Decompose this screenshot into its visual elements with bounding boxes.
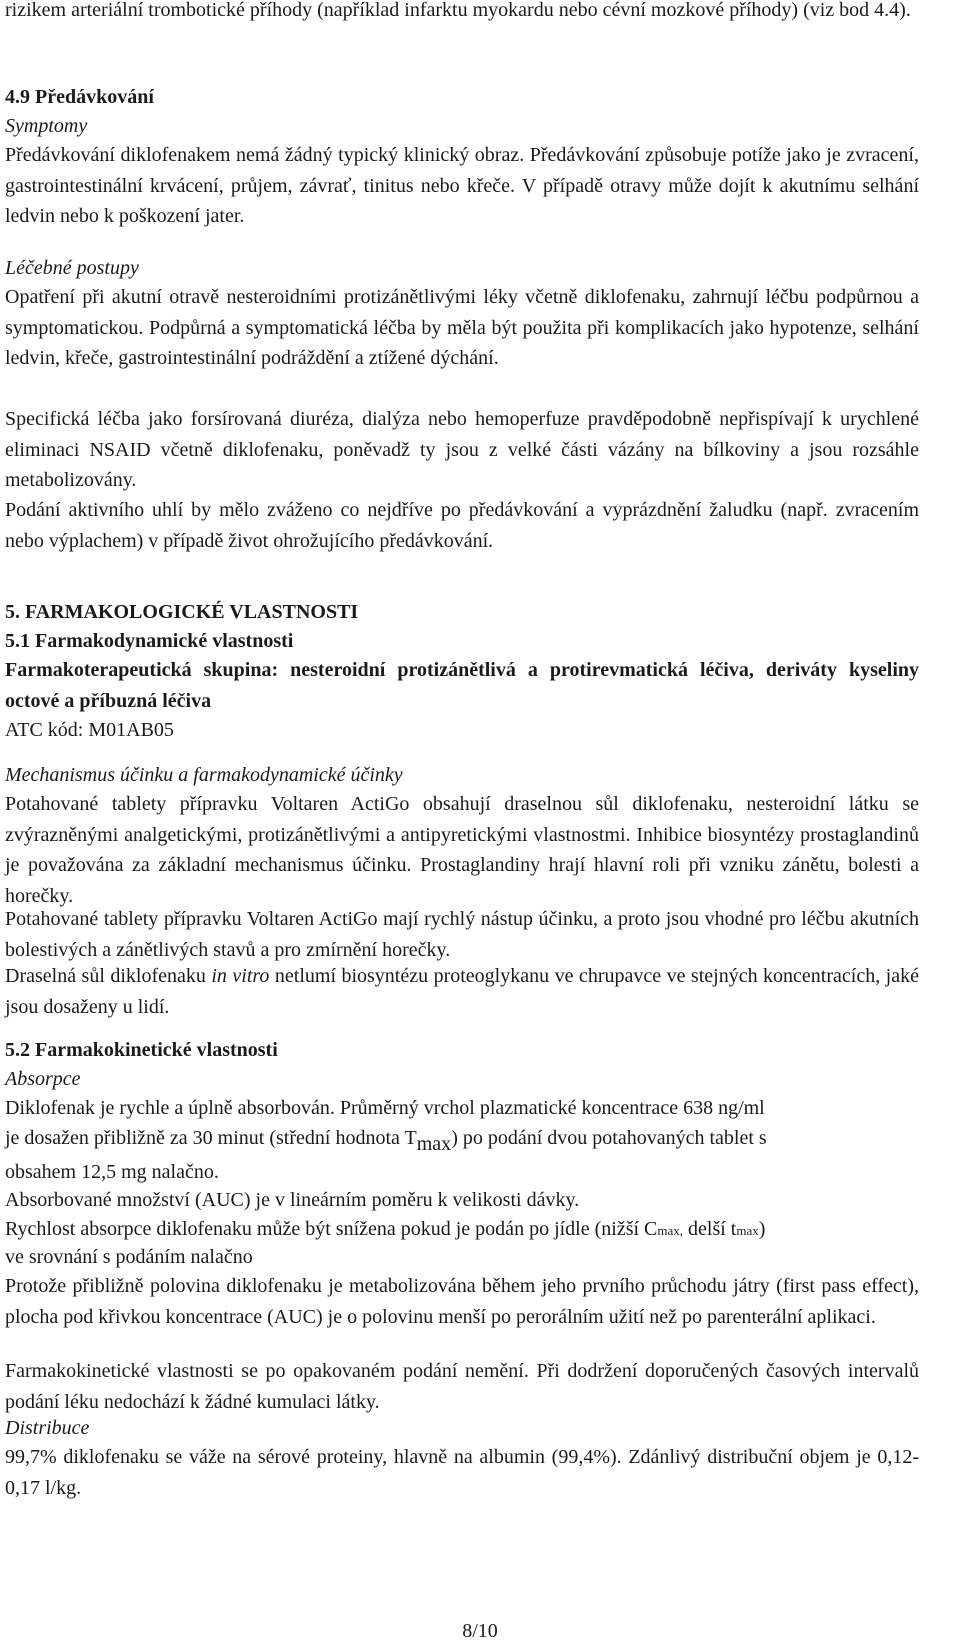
mechanism-text-part-2: netlumí biosyntézu proteoglykanu ve chrupavce ve stejných koncentracích, jaké jsou dosaženy u lidí.	[5, 965, 919, 1018]
treatment-paragraph-1: Opatření při akutní otravě nesteroidními protizánětlivými léky včetně diklofenaku, zahrnují léčbu podpůrnou a symptomatickou. Podpůrná a symptomatická léčba by měla být použita při komplikacích jako hypotenze, selhání ledvin, křeče, gastrointestinální podráždění a ztížené dýchání.	[5, 286, 919, 369]
atc-code: ATC kód: M01AB05	[5, 719, 174, 741]
page-number: 8/10	[462, 1620, 498, 1642]
mechanism-paragraph-3	[5, 961, 919, 1022]
first-pass-paragraph: Protože přibližně polovina diklofenaku je metabolizována během jeho prvního průchodu játry (first pass effect), plocha pod křivkou koncentrace (AUC) je o polovinu menší po perorálním užití než po parenterální aplikaci.	[5, 1275, 919, 1328]
in-vitro-term: in vitro	[211, 965, 270, 987]
pharmacotherapeutic-group: Farmakoterapeutická skupina: nesteroidní protizánětlivá a protirevmatická léčiva, deriváty kyseliny octové a příbuzná léčiva	[5, 659, 919, 712]
absorption-text-part-1: je dosažen přibližně za 30 minut (střední hodnota T	[5, 1127, 417, 1149]
tmax-subscript: max	[416, 1133, 452, 1155]
subheading-symptoms: Symptomy	[5, 115, 88, 137]
absorption-line-3: obsahem 12,5 mg nalačno.	[5, 1161, 219, 1183]
food-text-part-1: Rychlost absorpce diklofenaku může být snížena pokud je podán po jídle (nižší C	[5, 1218, 658, 1240]
symptoms-paragraph: Předávkování diklofenakem nemá žádný typický klinický obraz. Předávkování způsobuje potíže jako je zvracení, gastrointestinální krvácení, průjem, závrať, tinitus nebo křeče. V případě otravy může dojít k akutnímu selhání ledvin nebo k poškození jater.	[5, 144, 919, 227]
absorption-text-part-2: ) po podání dvou potahovaných tablet s	[451, 1127, 767, 1149]
section-heading-pharmacology: 5. FARMAKOLOGICKÉ VLASTNOSTI	[5, 601, 359, 623]
section-heading-overdose: 4.9 Předávkování	[5, 86, 154, 108]
distribution-paragraph: 99,7% diklofenaku se váže na sérové proteiny, hlavně na albumin (99,4%). Zdánlivý distribuční objem je 0,12-0,17 l/kg.	[5, 1446, 919, 1499]
overdose-intro-text: rizikem arteriální trombotické příhody (například infarktu myokardu nebo cévní mozkové příhody) (viz bod 4.4).	[5, 0, 911, 21]
mechanism-text-part-1: Draselná sůl diklofenaku	[5, 965, 212, 987]
subheading-absorption: Absorpce	[5, 1068, 81, 1090]
mechanism-paragraph-2: Potahované tablety přípravku Voltaren ActiGo mají rychlý nástup účinku, a proto jsou vhodné pro léčbu akutních bolestivých a zánětlivých stavů a pro zmírnění horečky.	[5, 908, 919, 961]
subheading-pharmacokinetics: 5.2 Farmakokinetické vlastnosti	[5, 1039, 278, 1061]
subheading-mechanism: Mechanismus účinku a farmakodynamické účinky	[5, 764, 403, 786]
absorption-line-1: Diklofenak je rychle a úplně absorbován. Průměrný vrchol plazmatické koncentrace 638 ng/ml	[5, 1097, 765, 1119]
food-text-part-2: delší t	[683, 1218, 737, 1240]
subheading-pharmacodynamics: 5.1 Farmakodynamické vlastnosti	[5, 630, 294, 652]
tmax-subscript-2: max	[736, 1223, 759, 1238]
food-effect-line-2: ve srovnání s podáním nalačno	[5, 1246, 253, 1268]
mechanism-paragraph-1: Potahované tablety přípravku Voltaren ActiGo obsahují draselnou sůl diklofenaku, nesteroidní látku se zvýrazněnými analgetickými, protizánětlivými a antipyretickými vlastnostmi. Inhibice biosyntézy prostaglandinů je považována za základní mechanismus účinku. Prostaglandiny hrají hlavní roli při vzniku zánětu, bolesti a horečky.	[5, 793, 919, 907]
cmax-subscript: max,	[657, 1223, 684, 1238]
treatment-paragraph-3: Podání aktivního uhlí by mělo zváženo co nejdříve po předávkování a vyprázdnění žaludku (např. zvracením nebo výplachem) v případě život ohrožujícího předávkování.	[5, 499, 919, 552]
repeat-dosing-paragraph: Farmakokinetické vlastnosti se po opakovaném podání nemění. Při dodržení doporučených časových intervalů podání léku nedochází k žádné kumulaci látky.	[5, 1360, 919, 1413]
subheading-distribution: Distribuce	[5, 1417, 90, 1439]
subheading-treatment: Léčebné postupy	[5, 257, 139, 279]
auc-sentence: Absorbované množství (AUC) je v lineárním poměru k velikosti dávky.	[5, 1189, 580, 1211]
food-text-part-3: )	[758, 1218, 766, 1240]
absorption-line-2	[5, 1123, 919, 1153]
treatment-paragraph-2: Specifická léčba jako forsírovaná diuréza, dialýza nebo hemoperfuze pravděpodobně nepřispívají k urychlené eliminaci NSAID včetně diklofenaku, poněvadž ty jsou z velké části vázány na bílkoviny a jsou rozsáhle metabolizovány.	[5, 408, 919, 491]
